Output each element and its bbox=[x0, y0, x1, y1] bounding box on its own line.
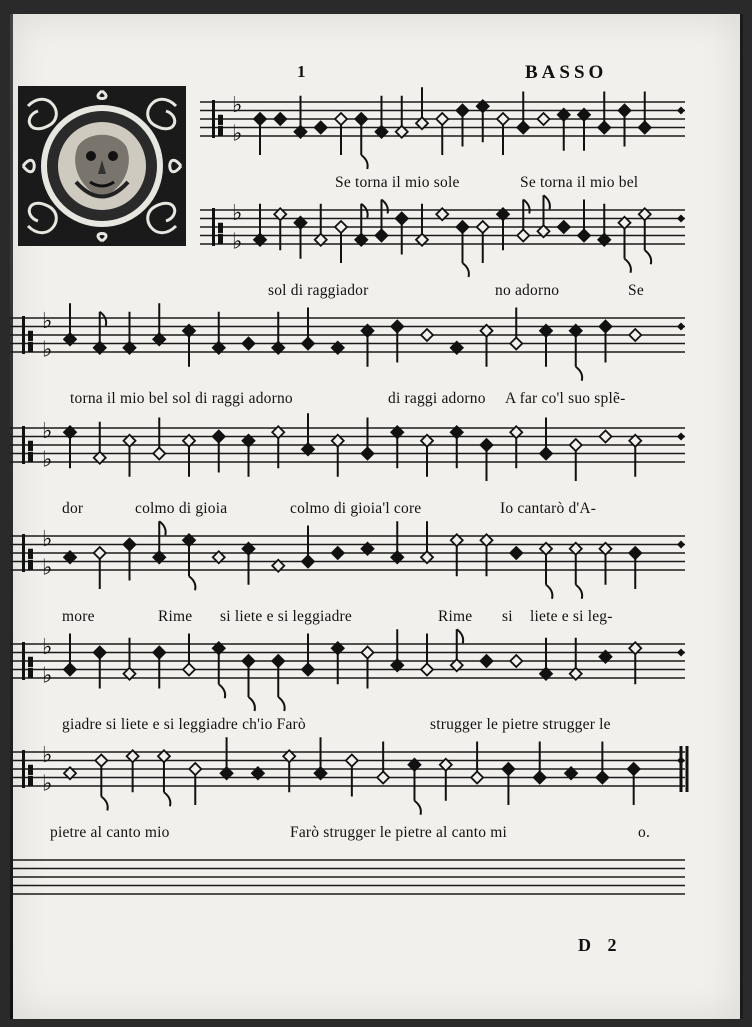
flat-sign-icon: ♭ bbox=[42, 527, 53, 553]
note bbox=[302, 308, 314, 350]
note bbox=[436, 113, 448, 155]
signature-mark: D 2 bbox=[578, 935, 623, 955]
note bbox=[497, 113, 509, 155]
note bbox=[95, 755, 107, 811]
staff-2 bbox=[200, 195, 685, 277]
lyric-text: si bbox=[502, 608, 513, 625]
lyric-text: Rime bbox=[158, 608, 193, 625]
note bbox=[596, 742, 608, 784]
note bbox=[481, 325, 493, 367]
lyric-text: sol di raggiador bbox=[268, 282, 369, 299]
note bbox=[517, 92, 529, 134]
note bbox=[558, 221, 570, 233]
note bbox=[600, 431, 612, 443]
staff-7 bbox=[10, 737, 685, 815]
note bbox=[274, 113, 286, 125]
staff-6 bbox=[10, 629, 685, 711]
note bbox=[153, 303, 165, 345]
note bbox=[510, 308, 522, 350]
note bbox=[377, 742, 389, 784]
lyric-text: giadre si liete e si leggiadre ch'io Farò bbox=[62, 716, 306, 733]
note bbox=[221, 737, 233, 779]
note bbox=[243, 338, 255, 350]
note bbox=[94, 647, 106, 689]
flat-sign-icon: ♭ bbox=[42, 635, 53, 661]
staff-1 bbox=[200, 87, 685, 169]
note bbox=[598, 92, 610, 134]
lyric-text: pietre al canto mio bbox=[50, 824, 170, 841]
note bbox=[451, 629, 463, 671]
note bbox=[619, 105, 631, 147]
staff-8 bbox=[10, 860, 685, 894]
note bbox=[629, 547, 641, 589]
lyric-text: o. bbox=[638, 824, 651, 841]
flat-sign-icon: ♭ bbox=[232, 229, 243, 255]
note bbox=[600, 543, 612, 585]
note bbox=[538, 195, 550, 237]
note bbox=[124, 539, 136, 581]
custos-icon bbox=[677, 107, 685, 115]
note bbox=[540, 418, 552, 460]
note bbox=[457, 105, 469, 147]
note bbox=[64, 303, 76, 345]
page-number: 1 bbox=[297, 62, 306, 81]
flat-sign-icon: ♭ bbox=[42, 337, 53, 363]
note bbox=[332, 435, 344, 477]
note bbox=[538, 113, 550, 125]
lyric-text: di raggi adorno bbox=[388, 390, 486, 407]
note bbox=[335, 221, 347, 263]
note bbox=[391, 321, 403, 363]
voice-part-title: BASSO bbox=[525, 62, 608, 83]
staff-5 bbox=[10, 521, 685, 599]
note bbox=[189, 763, 201, 805]
note bbox=[639, 92, 651, 134]
note bbox=[183, 634, 195, 676]
lyric-text: si liete e si leggiadre bbox=[220, 608, 352, 625]
lyric-text: A far co'l suo splẽ- bbox=[505, 390, 626, 407]
flat-sign-icon: ♭ bbox=[42, 555, 53, 581]
staff-3 bbox=[10, 303, 685, 381]
note bbox=[510, 655, 522, 667]
lyric-text: colmo di gioia bbox=[135, 500, 228, 517]
flat-sign-icon: ♭ bbox=[42, 663, 53, 689]
custos-icon bbox=[677, 433, 685, 441]
note bbox=[302, 634, 314, 676]
note bbox=[346, 755, 358, 797]
custos-icon bbox=[677, 323, 685, 331]
lyric-text: Se bbox=[628, 282, 644, 299]
note bbox=[153, 418, 165, 460]
note bbox=[183, 325, 195, 367]
note bbox=[376, 200, 388, 242]
note bbox=[570, 439, 582, 481]
note bbox=[153, 521, 165, 563]
lyric-text: Farò strugger le pietre al canto mi bbox=[290, 824, 508, 841]
lyric-text: colmo di gioia'l core bbox=[290, 500, 422, 517]
flat-sign-icon: ♭ bbox=[42, 743, 53, 769]
lyric-text: Se torna il mio sole bbox=[335, 174, 460, 191]
flat-sign-icon: ♭ bbox=[232, 201, 243, 227]
note bbox=[477, 221, 489, 263]
note bbox=[517, 200, 529, 242]
note bbox=[315, 737, 327, 779]
note bbox=[362, 325, 374, 367]
note bbox=[254, 113, 266, 155]
flat-sign-icon: ♭ bbox=[42, 447, 53, 473]
note bbox=[481, 439, 493, 481]
flat-sign-icon: ♭ bbox=[232, 93, 243, 119]
note bbox=[362, 647, 374, 689]
note bbox=[315, 122, 327, 134]
note bbox=[302, 413, 314, 455]
staff-4 bbox=[10, 413, 685, 481]
note bbox=[213, 431, 225, 473]
flat-sign-icon: ♭ bbox=[232, 121, 243, 147]
note bbox=[183, 435, 195, 477]
music-page bbox=[10, 14, 743, 1019]
lyric-text: Io cantarò d'A- bbox=[500, 500, 597, 517]
note bbox=[540, 325, 552, 367]
note bbox=[335, 113, 347, 155]
note bbox=[502, 763, 514, 805]
note bbox=[628, 763, 640, 805]
note bbox=[558, 109, 570, 151]
lyric-text: liete e si leg- bbox=[530, 608, 613, 625]
note bbox=[153, 647, 165, 689]
note bbox=[440, 759, 452, 801]
lyric-text: strugger le pietre strugger le bbox=[430, 716, 611, 733]
note bbox=[396, 213, 408, 255]
note bbox=[421, 329, 433, 341]
note bbox=[391, 629, 403, 671]
note bbox=[578, 109, 590, 151]
note bbox=[416, 87, 428, 129]
flat-sign-icon: ♭ bbox=[42, 309, 53, 335]
note bbox=[510, 547, 522, 559]
note bbox=[471, 742, 483, 784]
note bbox=[295, 217, 307, 259]
note bbox=[629, 329, 641, 341]
flat-sign-icon: ♭ bbox=[42, 419, 53, 445]
note bbox=[600, 321, 612, 363]
note bbox=[421, 634, 433, 676]
custos-icon bbox=[677, 215, 685, 223]
note bbox=[421, 435, 433, 477]
note bbox=[391, 521, 403, 563]
note bbox=[578, 200, 590, 242]
lyric-text: dor bbox=[62, 500, 84, 517]
note bbox=[272, 655, 284, 711]
flat-sign-icon: ♭ bbox=[42, 771, 53, 797]
lyric-text: Rime bbox=[438, 608, 473, 625]
note bbox=[94, 547, 106, 589]
note bbox=[629, 435, 641, 477]
note bbox=[421, 521, 433, 563]
note bbox=[362, 418, 374, 460]
note bbox=[481, 655, 493, 667]
note bbox=[64, 634, 76, 676]
custos-icon bbox=[677, 541, 685, 549]
note bbox=[243, 655, 255, 711]
lyric-text: no adorno bbox=[495, 282, 560, 299]
note bbox=[243, 543, 255, 585]
custos-icon bbox=[677, 649, 685, 657]
note bbox=[457, 221, 469, 277]
note bbox=[534, 742, 546, 784]
lyric-text: Se torna il mio bel bbox=[520, 174, 639, 191]
note bbox=[355, 113, 367, 169]
note bbox=[302, 526, 314, 568]
note bbox=[332, 547, 344, 559]
note bbox=[124, 435, 136, 477]
lyric-text: more bbox=[62, 608, 95, 625]
note bbox=[243, 435, 255, 477]
lyric-text: torna il mio bel sol di raggi adorno bbox=[70, 390, 293, 407]
